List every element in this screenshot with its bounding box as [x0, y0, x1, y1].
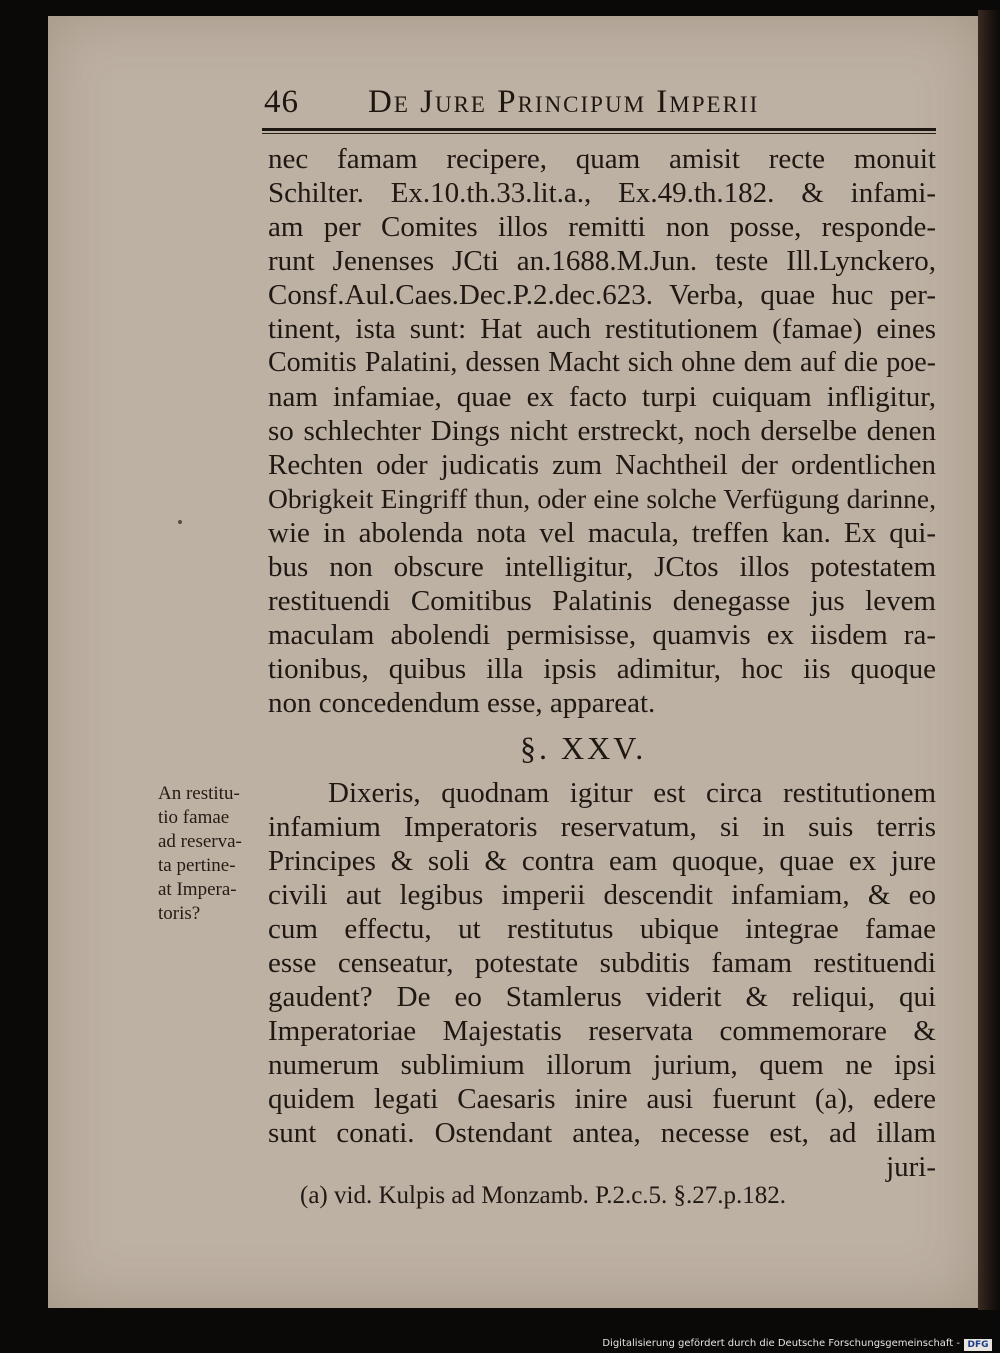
body-line: Comitis Palatini, dessen Macht sich ohne dem auf die poe- — [268, 347, 936, 378]
body-line: Obrigkeit Eingriff thun, oder eine solche Verfügung darinne, — [268, 483, 936, 514]
body-line: civili aut legibus imperii descendit infamiam, & eo — [268, 879, 936, 911]
marginal-note-line: toris? — [158, 903, 201, 924]
body-line: nec famam recipere, quam amisit recte monuit — [268, 143, 936, 175]
running-title: De Jure Principum Imperii — [368, 84, 760, 120]
body-line: Dixeris, quodnam igitur est circa restitutionem — [328, 777, 936, 809]
body-line: so schlechter Dings nicht erstreckt, noch derselbe denen — [268, 415, 936, 447]
marginal-note-line: ta pertine- — [158, 855, 236, 876]
body-line: maculam abolendi permisisse, quamvis ex iisdem ra- — [268, 619, 936, 651]
running-header — [264, 84, 940, 124]
book-binding-edge — [978, 10, 1000, 1310]
body-line: quidem legati Caesaris inire ausi fuerunt (a), edere — [268, 1083, 936, 1115]
header-rule-thin — [262, 133, 936, 134]
page-number: 46 — [264, 84, 299, 120]
body-line: Consf.Aul.Caes.Dec.P.2.dec.623. Verba, quae huc per- — [268, 279, 936, 311]
marginal-note-line: An restitu- — [158, 783, 240, 804]
body-line: runt Jenenses JCti an.1688.M.Jun. teste Ill.Lynckero, — [268, 245, 936, 277]
marginal-note-line: at Impera- — [158, 879, 237, 900]
body-line: cum effectu, ut restitutus ubique integrae famae — [268, 913, 936, 945]
body-line: restituendi Comitibus Palatinis denegasse jus levem — [268, 585, 936, 617]
body-line: infamium Imperatoris reservatum, si in suis terris — [268, 811, 936, 843]
footnote: (a) vid. Kulpis ad Monzamb. P.2.c.5. §.27.p.182. — [300, 1182, 787, 1209]
marginal-note-line: ad reserva- — [158, 831, 242, 852]
header-rule — [262, 128, 936, 131]
dfg-logo: DFG — [964, 1339, 992, 1351]
body-line: sunt conati. Ostendant antea, necesse est, ad illam — [268, 1117, 936, 1149]
footer-credit: Digitalisierung gefördert durch die Deutsche Forschungsgemeinschaft - — [602, 1338, 960, 1349]
body-line: Rechten oder judicatis zum Nachtheil der ordentlichen — [268, 449, 936, 481]
section-heading: §. XXV. — [520, 730, 647, 766]
body-line: tionibus, quibus illa ipsis adimitur, hoc iis quoque — [268, 653, 936, 685]
digitization-footer — [0, 1338, 1000, 1353]
body-line: tinent, ista sunt: Hat auch restitutionem (famae) eines — [268, 313, 936, 345]
body-line: numerum sublimium illorum jurium, quem ne ipsi — [268, 1049, 936, 1081]
body-line: am per Comites illos remitti non posse, responde- — [268, 211, 936, 243]
body-line: Principes & soli & contra eam quoque, quae ex jure — [268, 845, 936, 877]
marginal-note-line: tio famae — [158, 807, 230, 828]
page-speck — [178, 520, 182, 524]
body-line: Schilter. Ex.10.th.33.lit.a., Ex.49.th.182. & infami- — [268, 177, 936, 209]
body-line: wie in abolenda nota vel macula, treffen kan. Ex qui- — [268, 517, 936, 549]
body-line: bus non obscure intelligitur, JCtos illos potestatem — [268, 551, 936, 583]
body-line: nam infamiae, quae ex facto turpi cuiquam infligitur, — [268, 381, 936, 413]
body-line: esse censeatur, potestate subditis famam restituendi — [268, 947, 936, 979]
body-line: gaudent? De eo Stamlerus viderit & reliqui, qui — [268, 981, 936, 1013]
body-line: Imperatoriae Majestatis reservata commemorare & — [268, 1015, 936, 1047]
body-line: non concedendum esse, appareat. — [268, 687, 656, 719]
catchword: juri- — [886, 1151, 936, 1183]
